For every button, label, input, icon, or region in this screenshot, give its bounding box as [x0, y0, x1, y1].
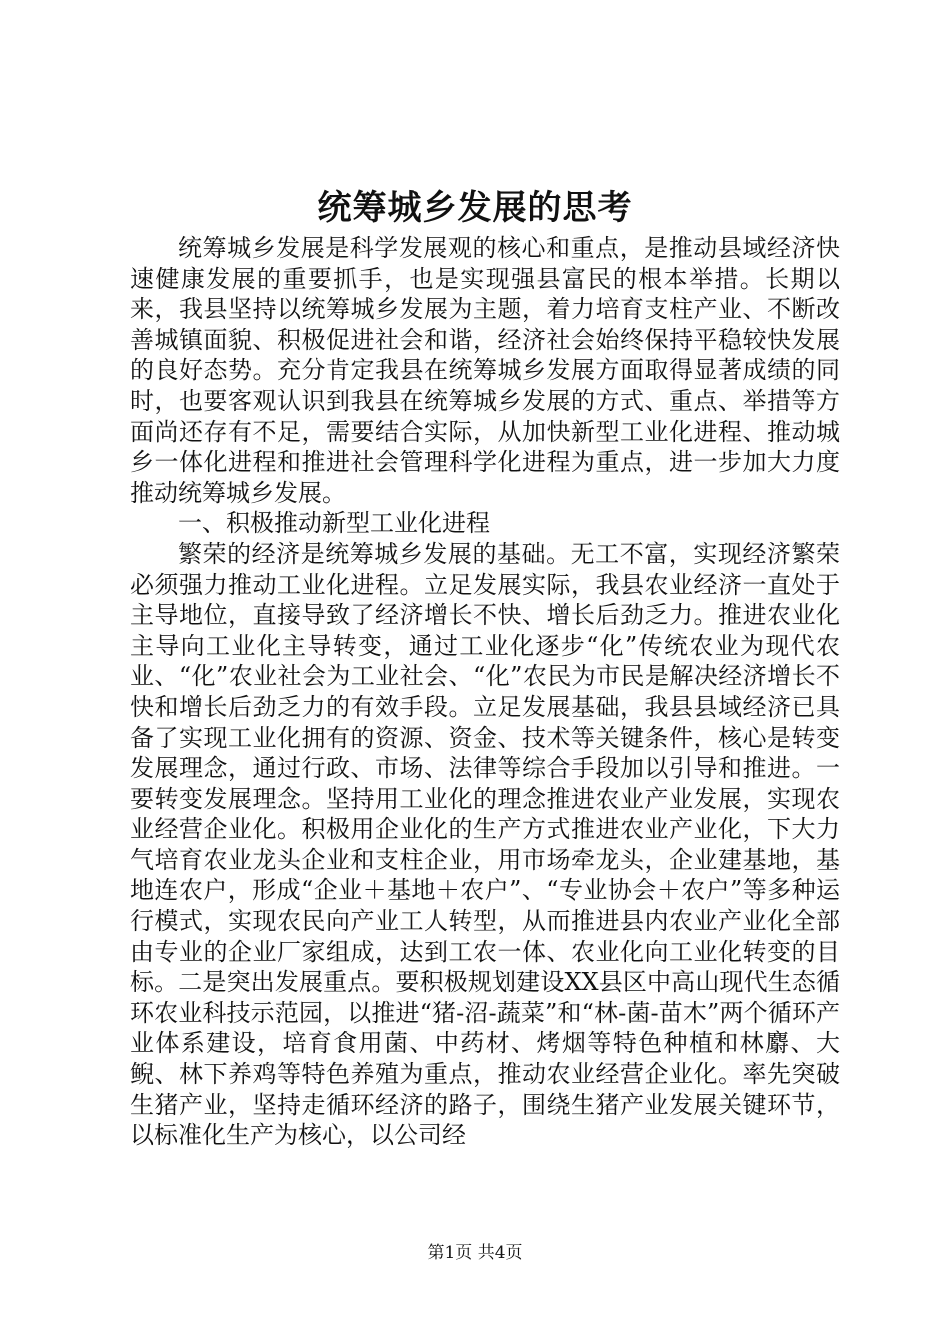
page-footer: 第1页 共4页	[427, 1243, 523, 1263]
paragraph-section-1: 繁荣的经济是统筹城乡发展的基础。无工不富，实现经济繁荣必须强力推动工业化进程。立足发展实际，我县农业经济一直处于主导地位，直接导致了经济增长不快、增长后劲乏力。推进农业化主导向工业化主导转变，通过工业化逐步“化”传统农业为现代农业、“化”农业社会为工业社会、“化”农民为市民是解决经济增长不快和增长后劲乏力的有效手段。立足发展基础，我县县域经济已具备了实现工业化拥有的资源、资金、技术等关键条件，核心是转变发展理念，通过行政、市场、法律等综合手段加以引导和推进。一要转变发展理念。坚持用工业化的理念推进农业产业发展，实现农业经营企业化。积极用企业化的生产方式推进农业产业化，下大力气培育农业龙头企业和支柱企业，用市场牵龙头，企业建基地，基地连农户，形成“企业＋基地＋农户”、“专业协会＋农户”等多种运行模式，实现农民向产业工人转型，从而推进县内农业产业化全部由专业的企业厂家组成，达到工农一体、农业化向工业化转变的目标。二是突出发展重点。要积极规划建设XX县区中高山现代生态循环农业科技示范园，以推进“猪-沼-蔬菜”和“林-菌-苗木”两个循环产业体系建设，培育食用菌、中药材、烤烟等特色种植和林麝、大鲵、林下养鸡等特色养殖为重点，推动农业经营企业化。率先突破生猪产业，坚持走循环经济的路子，围绕生猪产业发展关键环节，以标准化生产为核心，以公司经	[130, 539, 840, 1150]
paragraph-intro: 统筹城乡发展是科学发展观的核心和重点，是推动县域经济快速健康发展的重要抓手，也是实现强县富民的根本举措。长期以来，我县坚持以统筹城乡发展为主题，着力培育支柱产业、不断改善城镇面貌、积极促进社会和谐，经济社会始终保持平稳较快发展的良好态势。充分肯定我县在统筹城乡发展方面取得显著成绩的同时，也要客观认识到我县在统筹城乡发展的方式、重点、举措等方面尚还存有不足，需要结合实际，从加快新型工业化进程、推动城乡一体化进程和推进社会管理科学化进程为重点，进一步加大力度推动统筹城乡发展。	[130, 234, 840, 507]
section-heading-1: 一、积极推动新型工业化进程	[178, 509, 490, 538]
document-title: 统筹城乡发展的思考	[317, 188, 633, 228]
document-body	[130, 233, 840, 1151]
